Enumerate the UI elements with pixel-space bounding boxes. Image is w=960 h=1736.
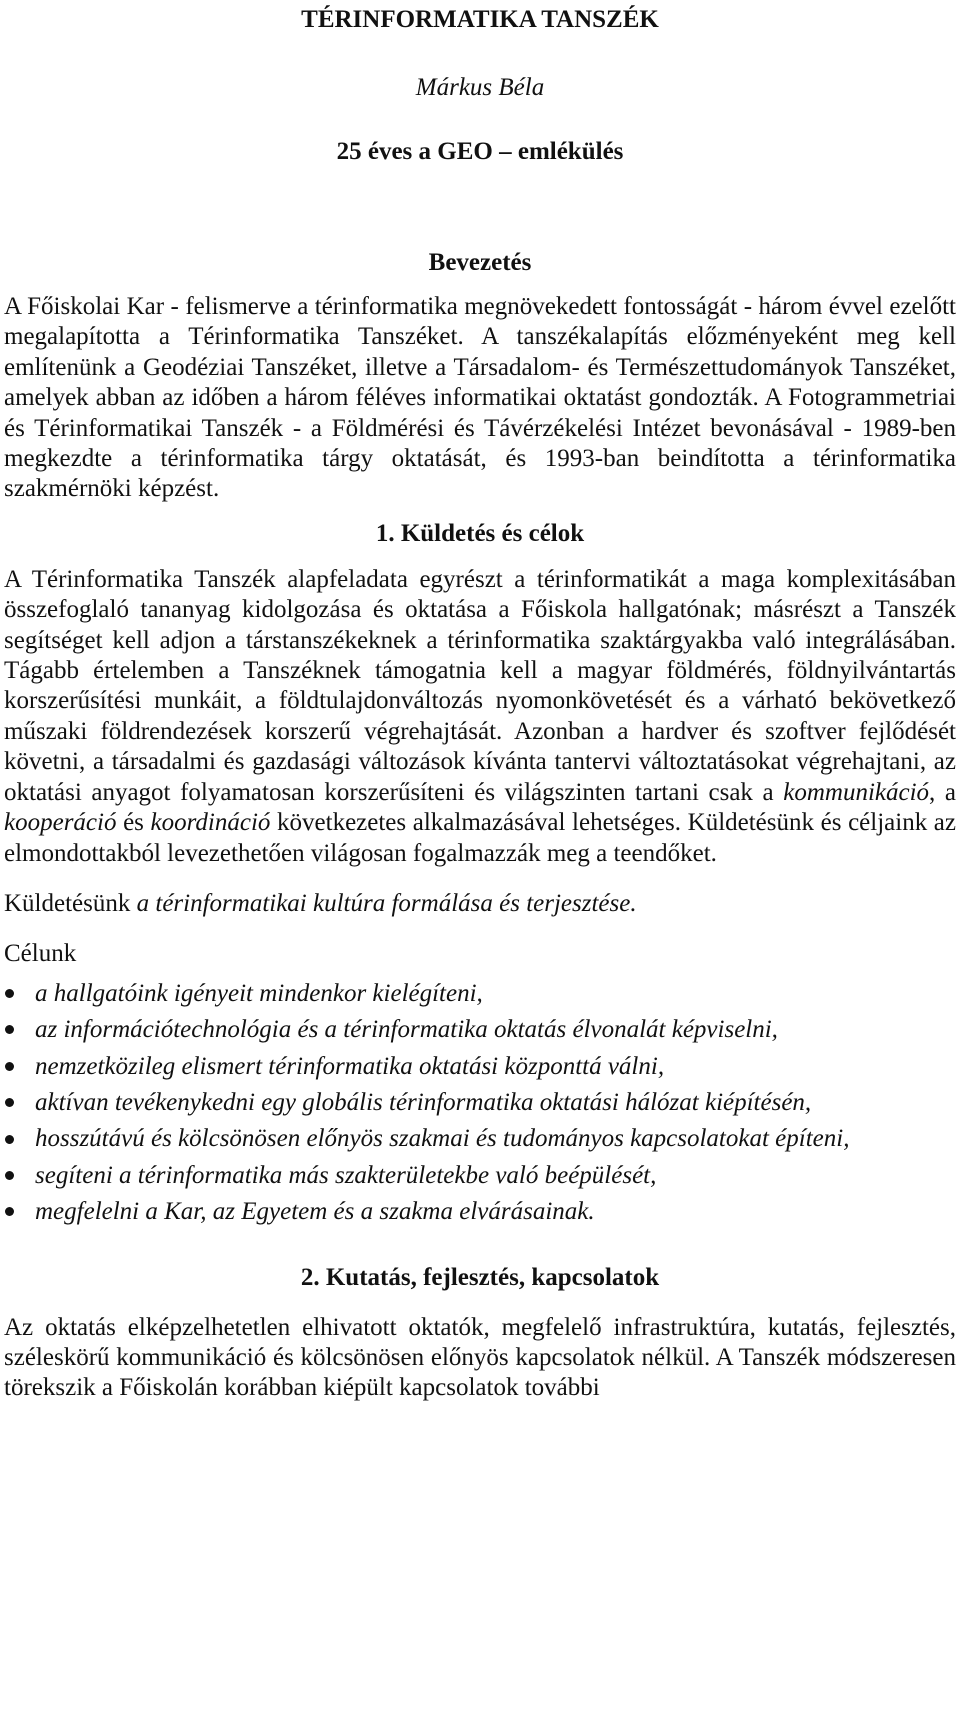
mission-statement-text: a térinformatikai kultúra formálása és terjesztése. [136,889,637,917]
document-subtitle: 25 éves a GEO – emlékülés [336,138,624,165]
bullet-icon [5,1197,14,1227]
bullet-icon [5,1161,14,1191]
list-item [4,1015,956,1045]
goal-text: nemzetközileg elismert térinformatika oktatási központtá válni, [35,1052,665,1080]
list-item [4,1088,956,1118]
intro-heading: Bevezetés [428,249,532,276]
bullet-icon [5,1052,14,1082]
goal-text: az információtechnológia és a térinformatika oktatás élvonalát képviselni, [35,1016,778,1044]
goal-text: segíteni a térinformatika más szakterületekbe való beépülését, [35,1161,657,1189]
goal-text: a hallgatóink igényeit mindenkor kielégíteni, [35,979,483,1007]
bullet-icon [5,979,14,1009]
bullet-icon [5,1088,14,1118]
separator-es: és [116,809,151,837]
research-paragraph: Az oktatás elképzelhetetlen elhivatott oktatók, megfelelő infrastruktúra, kutatás, fejlesztés, széleskörű kommunikáció és kölcsönösen előnyös kapcsolatok nélkül. A Tanszék módszeresen törekszik a Főiskolán korábban kiépült kapcsolatok további [4,1313,956,1402]
section1-heading: 1. Küldetés és célok [375,519,585,547]
list-item [4,1197,956,1227]
list-item [4,1052,956,1082]
mission-statement [4,889,956,919]
section2-heading: 2. Kutatás, fejlesztés, kapcsolatok [300,1263,660,1291]
goal-text: megfelelni a Kar, az Egyetem és a szakma elvárásainak. [35,1198,595,1226]
author-name: Márkus Béla [415,74,545,101]
list-item [4,1161,956,1191]
list-item [4,1124,956,1154]
mission-statement-label: Küldetésünk [4,889,137,917]
goals-label: Célunk [4,940,77,968]
goal-text: hosszútávú és kölcsönösen előnyös szakmai és tudományos kapcsolatokat építeni, [35,1125,850,1153]
bullet-icon [5,1015,14,1045]
emphasis-kommunikacio: kommunikáció [783,778,930,806]
emphasis-kooperacio: kooperáció [4,809,117,837]
mission-paragraph [4,565,956,869]
goal-text: aktívan tevékenykedni egy globális térinformatika oktatási hálózat kiépítésén, [35,1088,812,1116]
mission-text-part1: A Térinformatika Tanszék alapfeladata egyrészt a térinformatikát a maga komplexitásában összefoglaló tananyag kidolgozása és oktatása a Főiskola hallgatónak; másrészt a Tanszék segítséget kell adjon a társtanszékeknek a térinformatika szaktárgyakba való integrálásában. Tágabb értelemben a Tanszéknek támogatnia kell a magyar földmérés, földnyilvántartás korszerűsítési munkáit, a földtulajdonváltozás nyomonkövetését és a várható bekövetkező műszaki földrendezések korszerű végrehajtását. Azonban a hardver és szoftver fejlődését követni, a társadalmi és gazdasági változások kívánta tantervi változtatásokat végrehajtani, az oktatási anyagot folyamatosan korszerűsíteni és világszinten tartani csak a [4,565,956,806]
document-title: TÉRINFORMATIKA TANSZÉK [301,6,659,33]
emphasis-koordinacio: koordináció [150,809,271,837]
goals-list [4,979,956,1228]
intro-paragraph: A Főiskolai Kar - felismerve a térinformatika megnövekedett fontosságát - három évvel ezelőtt megalapította a Térinformatika Tanszéket. A tanszékalapítás előzményeként meg kell említenünk a Geodéziai Tanszéket, illetve a Társadalom- és Természettudományok Tanszéket, amelyek abban az időben a három féléves informatikai oktatást gondozták. A Fotogrammetriai és Térinformatikai Tanszék - a Földmérési és Távérzékelési Intézet bevonásával - 1989-ben megkezdte a térinformatika tárgy oktatását, és 1993-ban beindította a térinformatika szakmérnöki képzést. [4,293,956,503]
list-item [4,979,956,1009]
separator-a: , a [929,778,956,806]
bullet-icon [5,1124,14,1154]
mission-text-part2: következetes alkalmazásával lehetséges. Küldetésünk és céljaink az elmondottakból levezethetően világosan fogalmazzák meg a teendőket. [4,809,956,867]
